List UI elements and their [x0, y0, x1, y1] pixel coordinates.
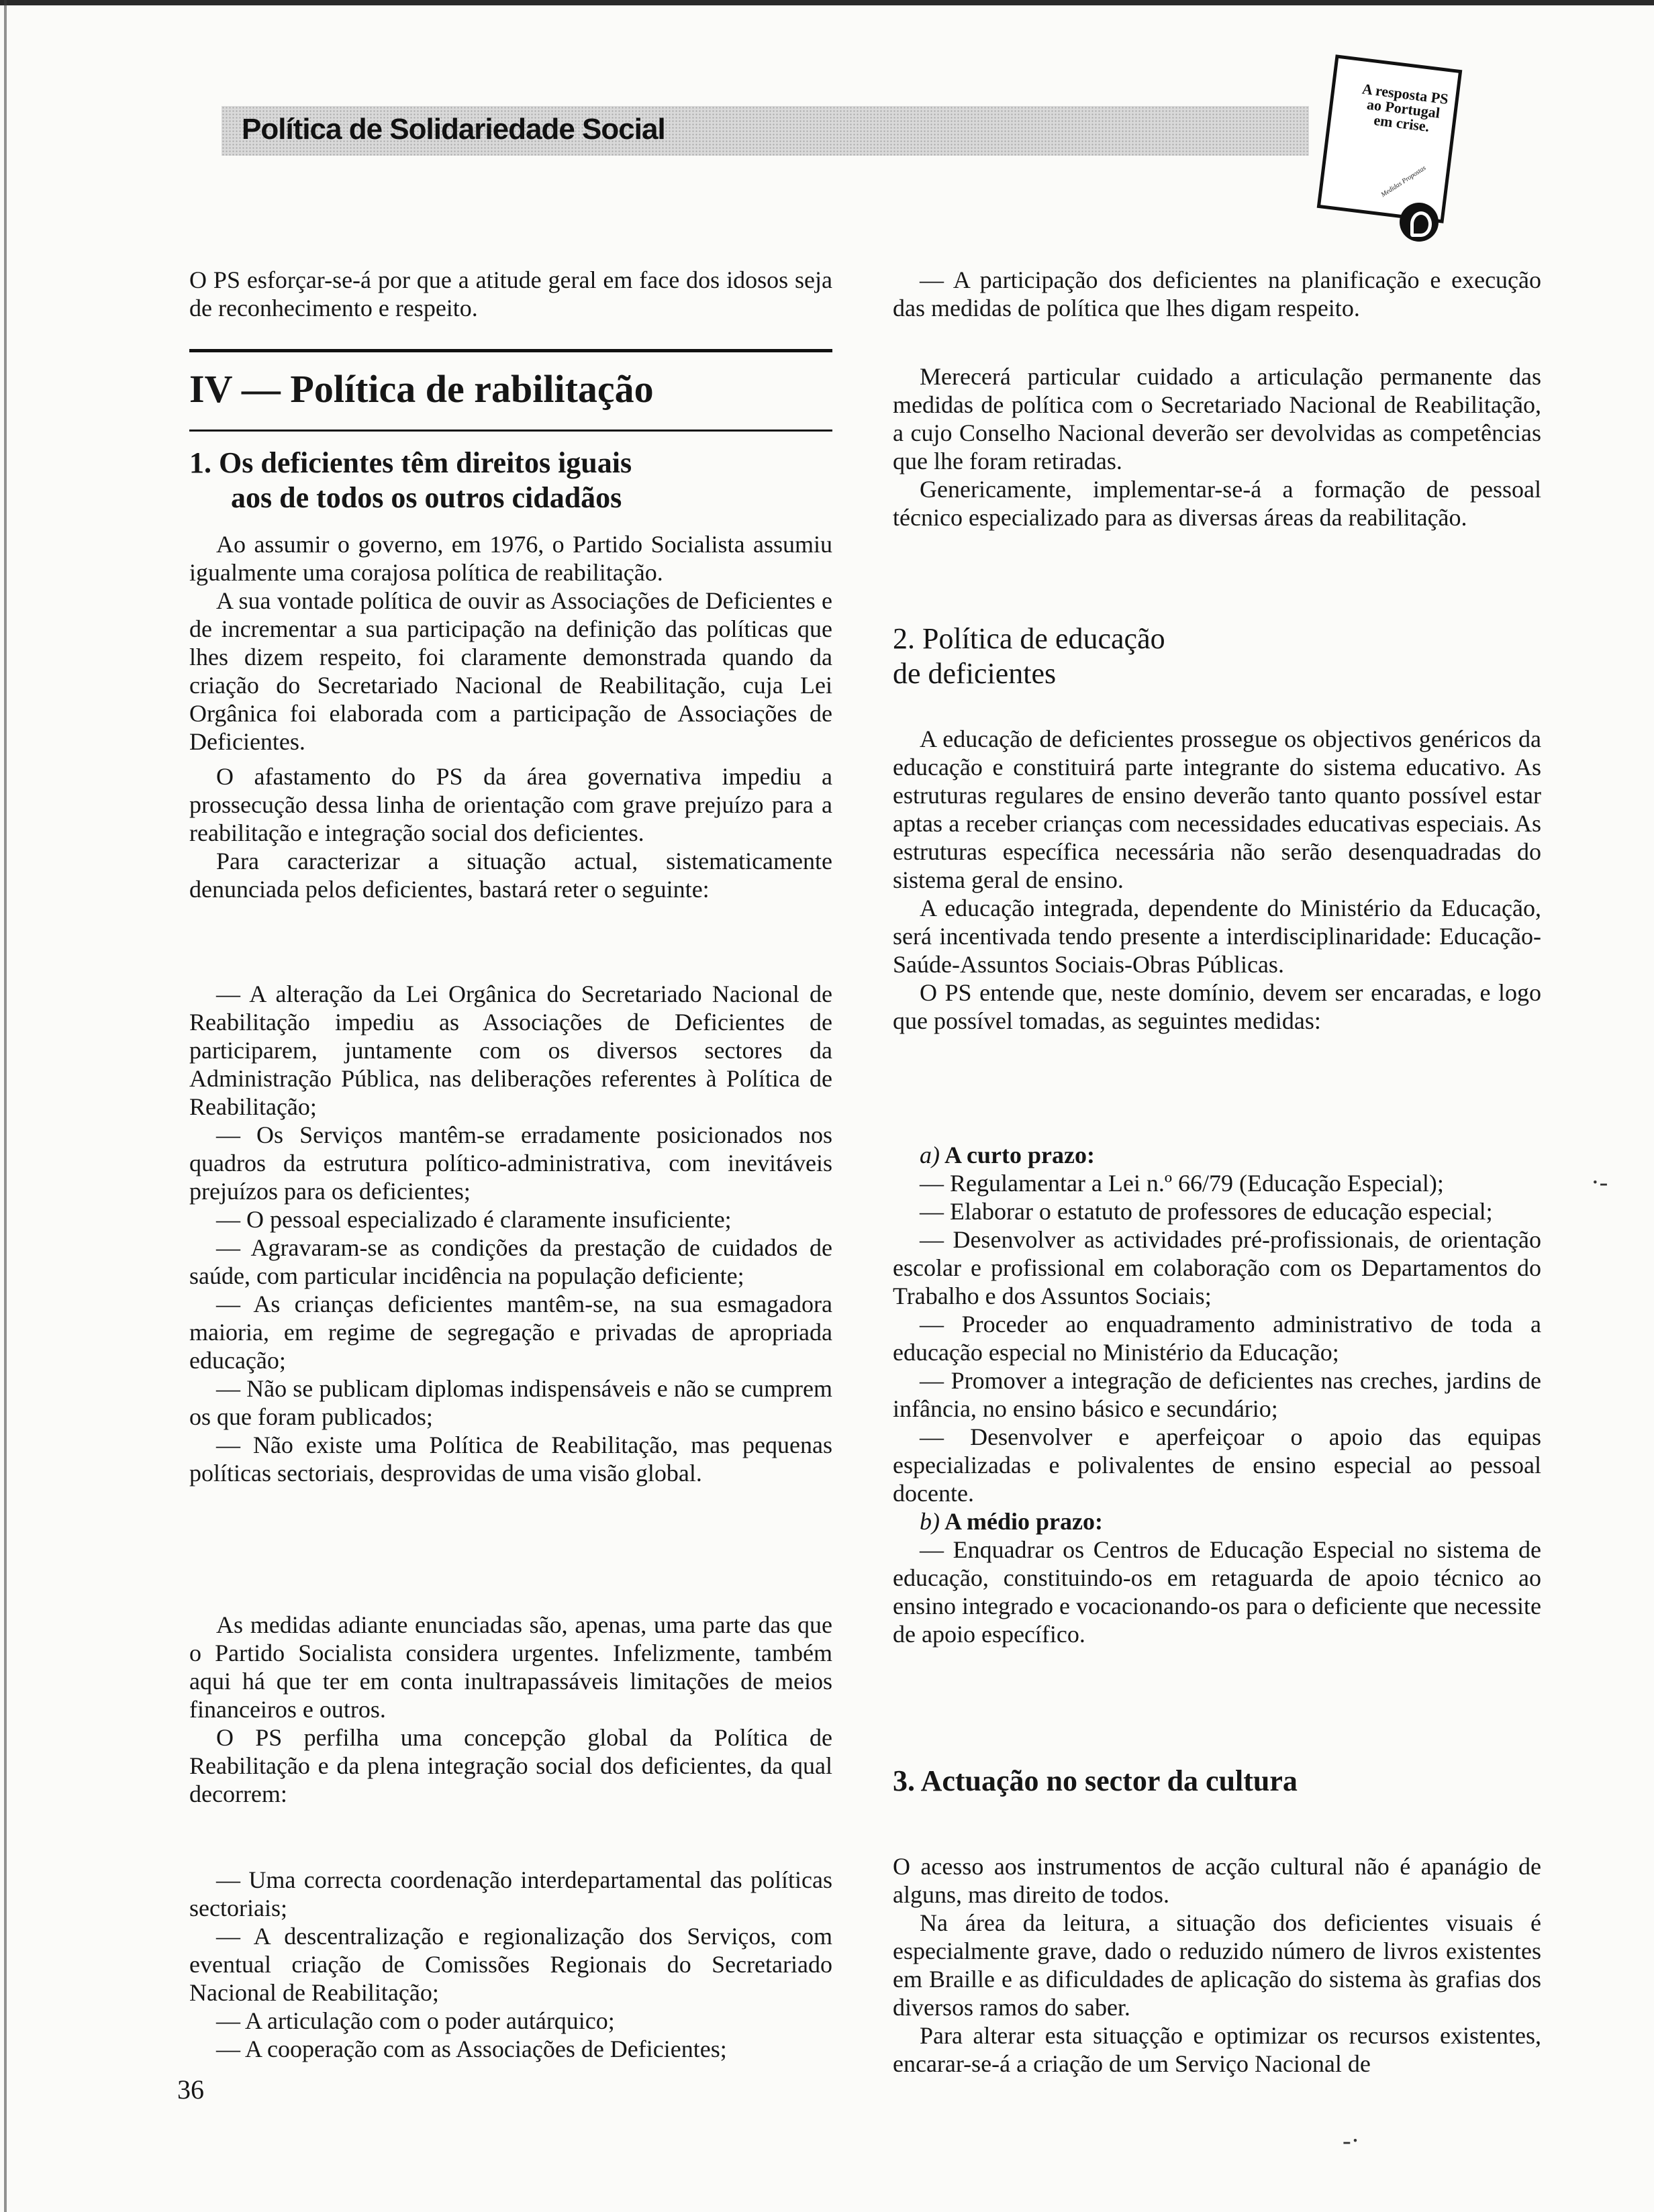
list-item: — Uma correcta coordenação interdepartamental das políticas sectoriais;	[189, 1866, 832, 1921]
paragraph: Para caracterizar a situação actual, sistematicamente denunciada pelos deficientes, bastará reter o seguinte:	[189, 848, 832, 903]
list-item: — Desenvolver e aperfeiçoar o apoio das equipas especializadas e polivalentes de ensino especial ao pessoal docente.	[893, 1423, 1541, 1507]
paragraph: A educação de deficientes prossegue os objectivos genéricos da educação e constituirá parte integrante do sistema educativo. As estruturas regulares de ensino deverão tanto quanto possível estar aptas a receber crianças com necessidades educativas especiais. As estruturas específica necessária não serão desenquadradas do sistema geral de ensino.	[893, 725, 1541, 893]
list-item: — As crianças deficientes mantêm-se, na sua esmagadora maioria, em regime de segregação e privadas de apropriada educação;	[189, 1291, 832, 1374]
header-banner	[222, 106, 1309, 156]
banner-title: Política de Solidariedade Social	[242, 113, 665, 146]
list-item: — A cooperação com as Associações de Deficientes;	[216, 2035, 727, 2062]
subsection-1-title-line2: aos de todos os outros cidadãos	[231, 481, 622, 514]
list-item: — Não se publicam diplomas indispensáveis e não se cumprem os que foram publicados;	[189, 1375, 832, 1430]
section-rule-top	[189, 349, 832, 352]
paragraph: Para alterar esta situaçção e optimizar os recursos existentes, encarar-se-á a criação de um Serviço Nacional de	[893, 2022, 1541, 2077]
label-a-text: A curto prazo:	[944, 1142, 1095, 1168]
margin-mark: ·-	[1591, 1168, 1608, 1197]
label-short-term	[893, 1141, 1541, 1169]
paragraph: Na área da leitura, a situação dos deficientes visuais é especialmente grave, dado o reduzido número de livros existentes em Braille e as dificuldades de aplicação do sistema às grafias dos diversos ramos do saber.	[893, 1909, 1541, 2021]
label-b-letter: b)	[920, 1508, 940, 1535]
list-item: — A alteração da Lei Orgânica do Secretariado Nacional de Reabilitação impediu as Associações de Deficientes de participarem, juntamente com os diversos sectores da Administração Pública, nas deliberações referentes à Política de Reabilitação;	[189, 981, 832, 1120]
list-item: — O pessoal especializado é claramente insuficiente;	[216, 1206, 732, 1233]
list-item: — A descentralização e regionalização dos Serviços, com eventual criação de Comissões Regionais do Secretariado Nacional de Reabilitação;	[189, 1923, 832, 2006]
stamp-card	[1317, 54, 1463, 223]
margin-mark: -·	[1343, 2127, 1360, 2155]
section-rule-bottom	[189, 430, 832, 432]
paragraph: O afastamento do PS da área governativa impediu a prossecução dessa linha de orientação com grave prejuízo para a reabilitação e integração social dos deficientes.	[189, 763, 832, 846]
subsection-2-title-line1: 2. Política de educação	[893, 622, 1165, 655]
list-item: — Enquadrar os Centros de Educação Especial no sistema de educação, constituindo-os em retaguarda de apoio técnico ao ensino integrado e vocacionando-os para o deficiente que necessite de apoio específico.	[893, 1536, 1541, 1648]
campaign-stamp	[1306, 48, 1480, 250]
label-a-letter: a)	[920, 1142, 940, 1168]
paragraph: A sua vontade política de ouvir as Associações de Deficientes e de incrementar a sua participação na definição das políticas que lhes dizem respeito, foi claramente demonstrada quando da criação do Secretariado Nacional de Reabilitação, cuja Lei Orgânica foi elaborada com a participação de Associações de Deficientes.	[189, 587, 832, 755]
intro-paragraph: O PS esforçar-se-á por que a atitude geral em face dos idosos seja de reconhecimento e respeito.	[189, 266, 832, 321]
list-item: — Não existe uma Política de Reabilitação, mas pequenas políticas sectoriais, desprovidas de uma visão global.	[189, 1431, 832, 1487]
subsection-2-title-line2: de deficientes	[893, 657, 1057, 690]
subsection-1-title-line1: 1. Os deficientes têm direitos iguais	[189, 446, 632, 479]
list-item: — Agravaram-se as condições da prestação de cuidados de saúde, com particular incidência na população deficiente;	[189, 1234, 832, 1289]
paragraph: O PS perfilha uma concepção global da Política de Reabilitação e da plena integração social dos deficientes, da qual decorrem:	[189, 1724, 832, 1807]
list-item: — Os Serviços mantêm-se erradamente posicionados nos quadros da estrutura político-administrativa, com inevitáveis prejuízos para os deficientes;	[189, 1121, 832, 1205]
paragraph: O acesso aos instrumentos de acção cultural não é apanágio de alguns, mas direito de todos.	[893, 1853, 1541, 1908]
top-edge-rule	[0, 0, 1654, 5]
paragraph: A educação integrada, dependente do Ministério da Educação, será incentivada tendo presente a interdisciplinaridade: Educação-Saúde-Assuntos Sociais-Obras Públicas.	[893, 895, 1541, 978]
label-medium-term	[893, 1507, 1541, 1536]
list-item: — Regulamentar a Lei n.º 66/79 (Educação Especial);	[920, 1170, 1444, 1197]
paragraph: Merecerá particular cuidado a articulação permanente das medidas de política com o Secretariado Nacional de Reabilitação, a cujo Conselho Nacional deverão ser devolvidas as competências que lhe foram retiradas.	[893, 363, 1541, 474]
stamp-text: A resposta PS ao Portugal em crise.	[1361, 80, 1449, 135]
list-item: — A participação dos deficientes na planificação e execução das medidas de política que lhes digam respeito.	[893, 266, 1541, 321]
list-item: — Promover a integração de deficientes nas creches, jardins de infância, no ensino básico e secundário;	[893, 1367, 1541, 1422]
label-b-text: A médio prazo:	[944, 1508, 1103, 1535]
left-scan-edge	[4, 0, 7, 2212]
ps-logo-icon	[1400, 203, 1439, 242]
section-title: IV — Política de rabilitação	[189, 367, 654, 411]
list-item: — Proceder ao enquadramento administrativo de toda a educação especial no Ministério da Educação;	[893, 1311, 1541, 1366]
paragraph: Genericamente, implementar-se-á a formação de pessoal técnico especializado para as diversas áreas da reabilitação.	[893, 476, 1541, 531]
subsection-3-title: 3. Actuação no sector da cultura	[893, 1764, 1298, 1797]
list-item: — Elaborar o estatuto de professores de educação especial;	[920, 1198, 1493, 1225]
list-item: — Desenvolver as actividades pré-profissionais, de orientação escolar e profissional em colaboração com os Departamentos do Trabalho e dos Assuntos Sociais;	[893, 1226, 1541, 1309]
stamp-small-text: Medidas Propostas	[1379, 164, 1428, 199]
page-number: 36	[177, 2074, 204, 2105]
paragraph: As medidas adiante enunciadas são, apenas, uma parte das que o Partido Socialista considera urgentes. Infelizmente, também aqui há que ter em conta inultrapassáveis limitações de meios financeiros e outros.	[189, 1611, 832, 1723]
paragraph: Ao assumir o governo, em 1976, o Partido Socialista assumiu igualmente uma corajosa política de reabilitação.	[189, 531, 832, 586]
paragraph: O PS entende que, neste domínio, devem ser encaradas, e logo que possível tomadas, as seguintes medidas:	[893, 979, 1541, 1034]
list-item: — A articulação com o poder autárquico;	[216, 2007, 615, 2034]
